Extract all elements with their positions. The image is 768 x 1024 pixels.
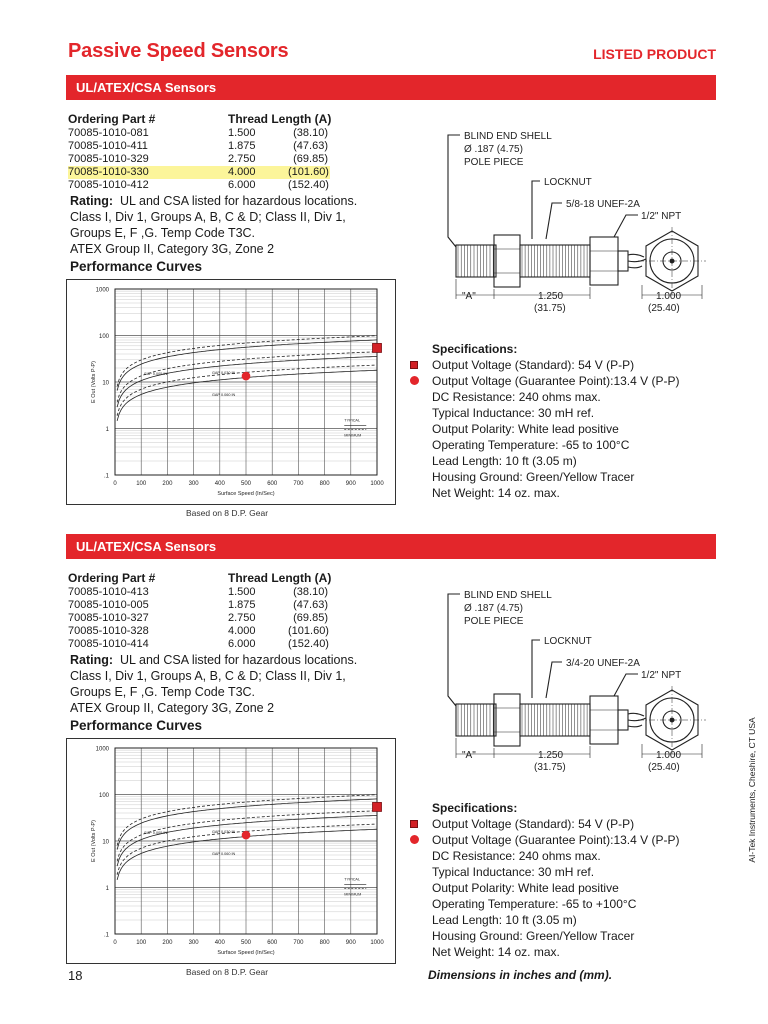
chart-svg [67,280,397,506]
x-tick-label: 100 [136,481,147,487]
part-number: 70085-1010-328 [68,625,149,637]
x-tick-label: 600 [267,940,278,946]
npt-label: 1/2" NPT [641,211,682,222]
pole-diameter-label: Ø .187 (4.75) [464,144,523,155]
thread-length-mm: (38.10) [293,127,328,139]
part-number: 70085-1010-081 [68,127,149,139]
page-number: 18 [68,968,83,983]
dimension-length-mm-label: (31.75) [534,303,566,314]
thread-length: 6.000 [228,179,256,191]
rating-line [70,700,390,716]
guarantee-point-marker [410,376,419,385]
rating-text: ATEX Group II, Category 3G, Zone 2 [70,701,275,715]
y-tick-label: 10 [102,380,109,387]
x-tick-label: 900 [345,481,356,487]
y-tick-label: .1 [103,932,109,939]
rating-label: Rating: [70,194,114,208]
spec-line: Housing Ground: Green/Yellow Tracer [432,470,635,484]
x-tick-label: 1000 [370,481,384,487]
table-row [68,179,331,192]
spec-line: Operating Temperature: -65 to +100°C [432,897,637,911]
guarantee-point-marker [242,372,251,381]
thread-leader [546,203,562,239]
thread-length-mm: (47.63) [293,599,328,611]
standard-voltage-marker [410,820,418,828]
col-part-header: Ordering Part # [68,571,156,585]
y-tick-label: 1000 [95,746,109,753]
part-number: 70085-1010-327 [68,612,149,624]
col-thread-header: Thread Length (A) [228,571,332,585]
thread-length: 1.500 [228,127,256,139]
performance-chart [66,738,396,964]
x-tick-label: 600 [267,481,278,487]
sensor-dimension-drawing [436,127,726,317]
chart-caption: Based on 8 D.P. Gear [186,508,269,518]
blind-end-leader [448,594,460,706]
npt-leader [614,215,638,237]
table-row [68,625,331,638]
thread-length-mm: (101.60) [288,625,329,637]
thread-length-mm: (47.63) [293,140,328,152]
thread-length-mm: (69.85) [293,612,328,624]
spec-line: Lead Length: 10 ft (3.05 m) [432,913,577,927]
table-row [68,153,331,166]
performance-curve [117,799,377,850]
y-axis-label: E Out (Volts P-P) [91,361,97,403]
chart-caption: Based on 8 D.P. Gear [186,967,269,977]
thread-length-mm: (101.60) [288,166,329,178]
parts-table [68,572,331,651]
spec-line: Lead Length: 10 ft (3.05 m) [432,454,577,468]
body-thread [520,245,590,277]
part-number: 70085-1010-005 [68,599,149,611]
spec-line: Typical Inductance: 30 mH ref. [432,865,595,879]
pole-piece-label: POLE PIECE [464,616,524,627]
thread-length-mm: (38.10) [293,586,328,598]
spec-line: Net Weight: 14 oz. max. [432,945,560,959]
npt-stub [618,251,628,271]
thread-leader [546,662,562,698]
thread-length: 1.500 [228,586,256,598]
pole-piece-label: POLE PIECE [464,157,524,168]
blind-end-shell-label: BLIND END SHELL [464,131,552,142]
rating-line [70,225,390,241]
dimension-length-mm-label: (31.75) [534,762,566,773]
thread-length-mm: (69.85) [293,153,328,165]
dimension-hex-label: 1.000 [656,750,682,761]
rating-line [70,668,390,684]
legend-typical: TYPICAL [344,418,361,423]
table-row [68,140,331,153]
locknut-leader [532,640,540,698]
y-tick-label: 1 [105,427,109,433]
legend-minimum: MINIMUM [344,433,362,438]
listed-product-label: LISTED PRODUCT [593,46,716,62]
dimension-length-label: 1.250 [538,291,564,302]
x-tick-label: 200 [162,940,173,946]
parts-table-header [68,572,331,585]
thread-spec-label: 5/8-18 UNEF-2A [566,199,640,210]
x-tick-label: 200 [162,481,173,487]
part-number: 70085-1010-413 [68,586,149,598]
lead-wire [628,259,646,262]
col-thread-header: Thread Length (A) [228,112,332,126]
guarantee-point-marker [242,831,251,840]
npt-leader [614,674,638,696]
rating-line [70,209,390,225]
thread-spec-label: 3/4-20 UNEF-2A [566,658,640,669]
specifications [432,341,679,501]
blind-end-leader [448,135,460,247]
table-row [68,127,331,140]
guarantee-point-marker [410,835,419,844]
standard-voltage-marker [410,361,418,369]
lead-wire [628,254,644,257]
rating-text: Class I, Div 1, Groups A, B, C & D; Class II, Div 1, [70,669,346,683]
dimension-hex-mm-label: (25.40) [648,303,680,314]
col-part-header: Ordering Part # [68,112,156,126]
locknut-leader [532,181,540,239]
lead-wire [628,718,646,721]
npt-stub [618,710,628,730]
thread-length: 1.875 [228,599,256,611]
performance-curve [117,340,377,391]
rating-text: UL and CSA listed for hazardous locations. [120,194,358,208]
rating-label: Rating: [70,653,114,667]
part-number: 70085-1010-330 [68,166,149,178]
x-tick-label: 400 [214,940,225,946]
x-tick-label: 800 [319,481,330,487]
part-number: 70085-1010-414 [68,638,149,650]
x-tick-label: 0 [113,481,117,487]
part-number: 70085-1010-411 [68,140,148,152]
rating-line [70,684,390,700]
hex-head [590,696,618,744]
specifications-title: Specifications: [432,342,518,356]
spec-line: Typical Inductance: 30 mH ref. [432,406,595,420]
rating-text: Groups E, F ,G. Temp Code T3C. [70,685,256,699]
performance-chart [66,279,396,505]
spec-line: Output Voltage (Guarantee Point):13.4 V (P-P) [432,833,680,847]
x-tick-label: 300 [188,940,199,946]
x-tick-label: 0 [113,940,117,946]
section-band: UL/ATEX/CSA Sensors [66,534,716,559]
dimension-a-label: "A" [462,291,476,302]
gap-label: GAP 0.005 IN [143,372,168,377]
spec-line: DC Resistance: 240 ohms max. [432,390,601,404]
spec-line: Output Voltage (Standard): 54 V (P-P) [432,358,635,372]
dimension-hex-mm-label: (25.40) [648,762,680,773]
dimensions-note: Dimensions in inches and (mm). [428,968,613,982]
standard-point-marker [373,802,382,811]
spec-line: Operating Temperature: -65 to 100°C [432,438,630,452]
table-row [68,586,331,599]
x-axis-label: Surface Speed (In/Sec) [217,950,275,956]
rating-text: ATEX Group II, Category 3G, Zone 2 [70,242,275,256]
dimension-hex-label: 1.000 [656,291,682,302]
x-tick-label: 300 [188,481,199,487]
thread-length: 4.000 [228,166,256,178]
x-axis-label: Surface Speed (In/Sec) [217,491,275,497]
thread-length: 1.875 [228,140,256,152]
locknut-label: LOCKNUT [544,177,592,188]
y-tick-label: .1 [103,473,109,480]
gap-label: GAP 0.030 IN [211,829,236,834]
parts-table [68,113,331,192]
legend-minimum: MINIMUM [344,892,362,897]
section-band: UL/ATEX/CSA Sensors [66,75,716,100]
thread-length-mm: (152.40) [288,638,329,650]
spec-line: Output Voltage (Guarantee Point):13.4 V (P-P) [432,374,680,388]
thread-length: 6.000 [228,638,256,650]
lead-wire [628,725,642,727]
gap-label: GAP 0.060 IN [211,851,236,856]
standard-point-marker [373,343,382,352]
performance-curves-title: Performance Curves [70,259,203,274]
rating-text: Groups E, F ,G. Temp Code T3C. [70,226,256,240]
y-axis-label: E Out (Volts P-P) [91,820,97,862]
gap-label: GAP 0.030 IN [211,370,236,375]
lead-wire [628,266,642,268]
thread-length: 4.000 [228,625,256,637]
locknut-label: LOCKNUT [544,636,592,647]
x-tick-label: 500 [240,481,252,487]
page-title: Passive Speed Sensors [68,40,289,62]
body-thread [520,704,590,736]
hex-head [590,237,618,285]
y-tick-label: 1 [105,886,109,892]
dimension-a-label: "A" [462,750,476,761]
parts-table-header [68,113,331,126]
x-tick-label: 700 [293,481,304,487]
locknut-body [494,235,520,287]
x-tick-label: 100 [136,940,147,946]
rating-line [70,193,390,209]
x-tick-label: 900 [345,940,356,946]
chart-svg [67,739,397,965]
rating-text: Class I, Div 1, Groups A, B, C & D; Class II, Div 1, [70,210,346,224]
table-row [68,612,331,625]
x-tick-label: 1000 [370,940,384,946]
lead-wire [628,713,644,716]
specifications [432,800,679,960]
x-tick-label: 400 [214,481,225,487]
y-tick-label: 100 [98,793,109,799]
part-number: 70085-1010-412 [68,179,149,191]
spec-line: Housing Ground: Green/Yellow Tracer [432,929,635,943]
spec-line: Output Polarity: White lead positive [432,422,619,436]
legend-typical: TYPICAL [344,877,361,882]
spec-line: Net Weight: 14 oz. max. [432,486,560,500]
rating-text: UL and CSA listed for hazardous locations. [120,653,358,667]
rating-block [70,193,390,257]
table-row [68,599,331,612]
spec-line: Output Voltage (Standard): 54 V (P-P) [432,817,635,831]
y-tick-label: 100 [98,334,109,340]
dimension-length-label: 1.250 [538,750,564,761]
spec-line: DC Resistance: 240 ohms max. [432,849,601,863]
gap-label: GAP 0.005 IN [143,831,168,836]
y-tick-label: 10 [102,839,109,846]
thread-length: 2.750 [228,153,256,165]
blind-end-shell-label: BLIND END SHELL [464,590,552,601]
thread-length-mm: (152.40) [288,179,329,191]
gap-label: GAP 0.060 IN [211,392,236,397]
rating-line [70,652,390,668]
pole-diameter-label: Ø .187 (4.75) [464,603,523,614]
locknut-body [494,694,520,746]
part-number: 70085-1010-329 [68,153,149,165]
performance-curves-title: Performance Curves [70,718,203,733]
y-tick-label: 1000 [95,287,109,294]
spec-line: Output Polarity: White lead positive [432,881,619,895]
table-row [68,638,331,651]
specifications-title: Specifications: [432,801,518,815]
x-tick-label: 500 [240,940,252,946]
x-tick-label: 700 [293,940,304,946]
x-tick-label: 800 [319,940,330,946]
table-row [68,166,330,179]
rating-block [70,652,390,716]
rating-line [70,241,390,257]
company-side-label: AI-Tek Instruments, Cheshire, CT USA [747,717,757,863]
npt-label: 1/2" NPT [641,670,682,681]
thread-length: 2.750 [228,612,256,624]
sensor-dimension-drawing [436,586,726,776]
